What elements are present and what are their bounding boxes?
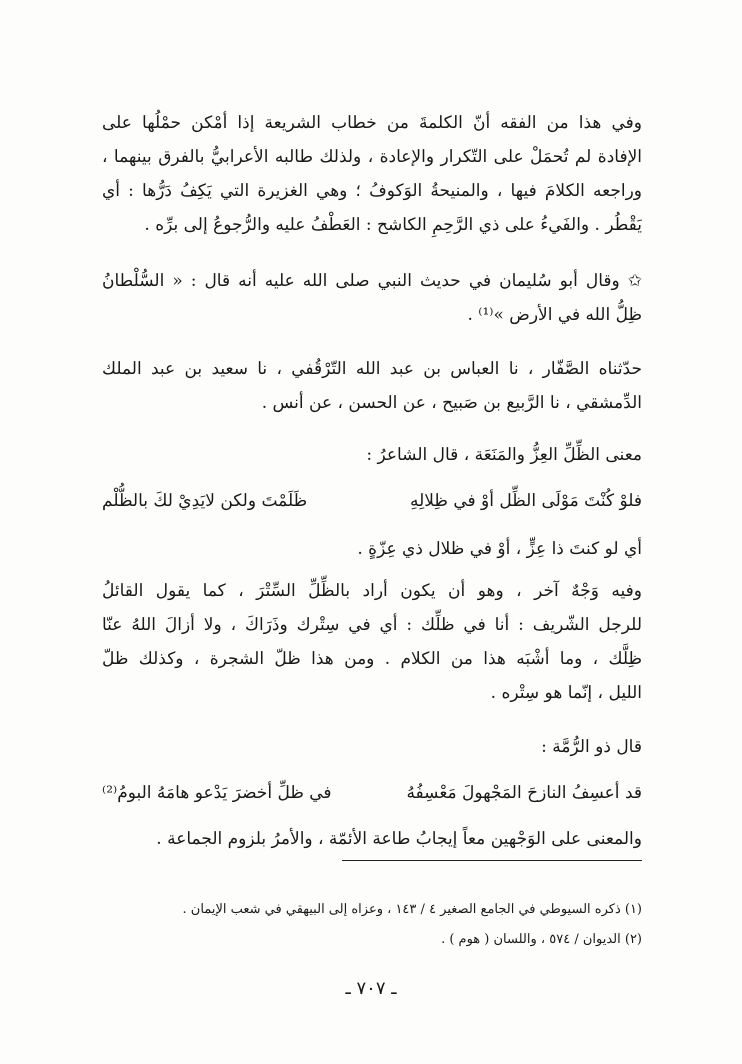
paragraph-conclusion (102, 822, 642, 856)
text-line: الإفادة لم تُحمَلْ على التّكرار والإعادة ، ولذلك طالبه الأعرابيُّ بالفرق بينهما ، (102, 147, 642, 167)
footnote-1: (١) ذكره السيوطي في الجامع الصغير ٤ / ١٤٣ ، وعزاه إلى البيهقي في شعب الإيمان . (182, 902, 642, 917)
verse-first-hemistich: قد أعسِفُ النازحَ المَجْهولَ مَعْسِفُهُ (406, 783, 642, 803)
text-line: وفيه وَجْهٌ آخر ، وهو أن يكون أراد بالظِّلِّ السِّتْرَ ، كما يقول القائلُ (102, 581, 642, 601)
text-line: حدّثناه الصَّفّار ، نا العباس بن عبد الله التّرْقُفي ، نا سعيد بن عبد الملك (102, 359, 642, 379)
text-line: ظِلُّ الله في الأرض »⁽¹⁾ . (467, 305, 642, 325)
text-line: وراجعه الكلامَ فيها ، والمنيحةُ الوَكوفُ ؛ وهي الغزيرة التي يَكِفُ دَرُّها : أي (102, 181, 642, 201)
paragraph-isnad (102, 352, 642, 420)
text-line: أي لو كنتَ ذا عِزٍّ ، أوْ في ظلال ذي عِزّةٍ . (357, 539, 642, 559)
page-number: ـ ٧٠٧ ـ (345, 978, 397, 999)
text-line: يَقْطُر . والفَيءُ على ذي الرَّحِمِ الكاشح : العَطْفُ عليه والرُّجوعُ إلى برِّه . (144, 215, 642, 235)
text-line: والمعنى على الوَجْهين معاً إيجابُ طاعة الأئمّة ، والأمرُ بلزوم الجماعة . (156, 829, 642, 849)
verse-second-hemistich: في ظلِّ أخضرَ يَدْعو هامَهُ البومُ⁽²⁾ (102, 783, 332, 803)
paragraph-second-meaning (102, 574, 642, 710)
paragraph-poet-intro (102, 730, 642, 764)
poetry-verse-2 (102, 776, 642, 810)
text-line: وفي هذا من الفقه أنّ الكلمةَ من خطاب الشريعة إذا أمْكن حمْلُها على (102, 113, 642, 133)
text-line: للرجل الشّريف : أنا في ظلِّك : أي في سِتْرك وذَرَاكَ ، ولا أزالَ اللهُ عنّا (102, 615, 642, 635)
verse-second-hemistich: ظَلَمْتَ ولكن لايَدِيْ لكَ بالظُّلْم (102, 491, 308, 511)
footnote-2: (٢) الديوان / ٥٧٤ ، واللسان ( هوم ) . (441, 932, 642, 947)
paragraph-meaning (102, 438, 642, 472)
text-line: الليل ، إنّما هو سِتْره . (490, 683, 642, 703)
poetry-verse-1 (102, 484, 642, 518)
footnote-separator (342, 860, 642, 861)
text-line: ✩ وقال أبو سُليمان في حديث النبي صلى الله عليه أنه قال : « السُّلْطانُ (102, 271, 642, 291)
text-line: الدِّمشقي ، نا الرَّبيع بن صَبيح ، عن الحسن ، عن أنس . (261, 393, 642, 413)
text-line: ظِلَّك ، وما أشْبَه هذا من الكلام . ومن هذا ظلّ الشجرة ، وكذلك ظلّ (102, 649, 642, 669)
paragraph-hadith (102, 264, 642, 332)
paragraph-fiqh-note (102, 106, 642, 242)
verse-first-hemistich: فلوْ كُنْتَ مَوْلَى الظِّل أوْ في ظِلالِهِ (409, 491, 642, 511)
text-line: قال ذو الرُّمَّة : (541, 737, 642, 757)
text-line: معنى الظِّلِّ العِزُّ والمَنَعَة ، قال الشاعرُ : (366, 445, 642, 465)
paragraph-verse-gloss (102, 532, 642, 566)
